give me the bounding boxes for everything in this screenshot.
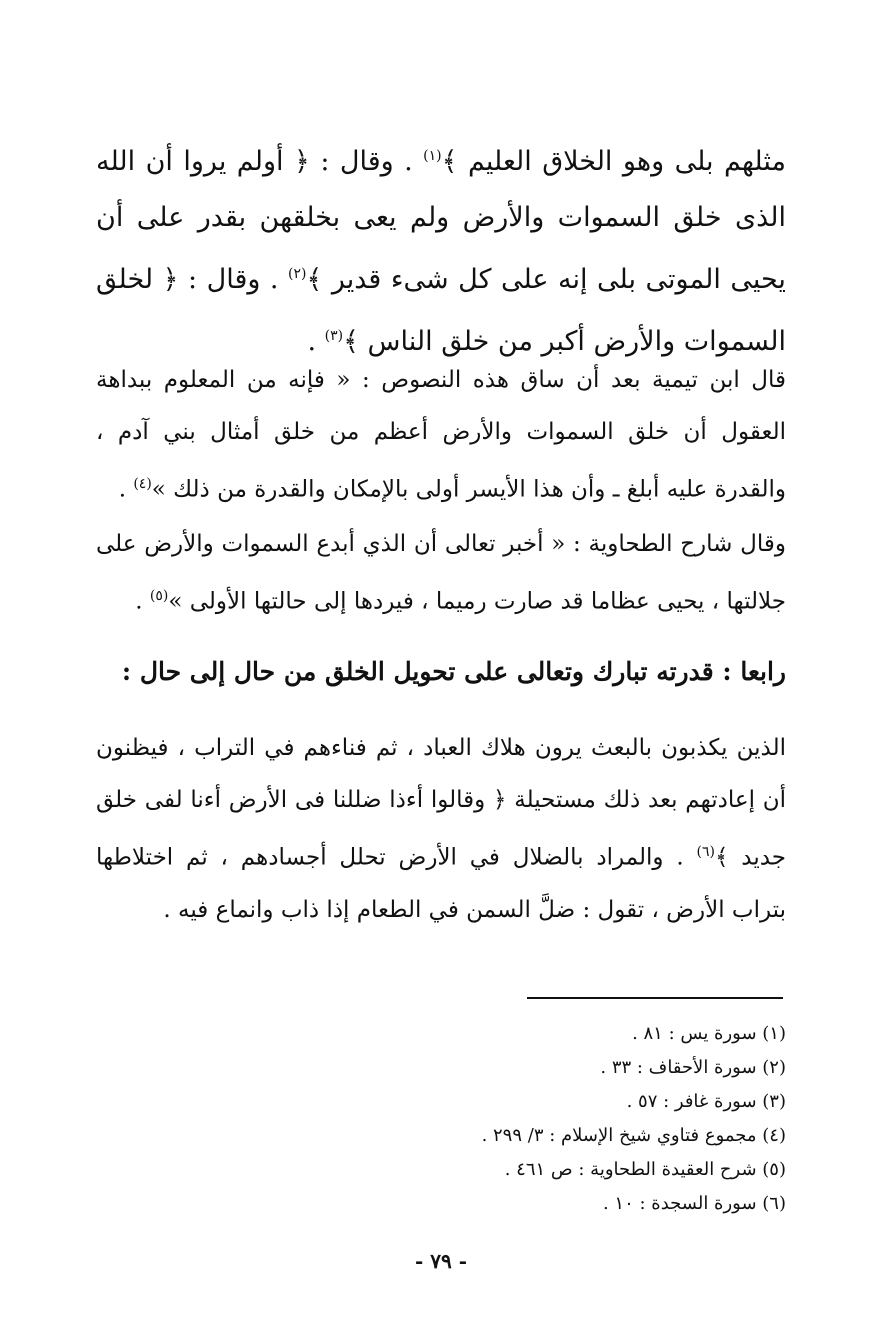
footnote-ref-2: (٢) — [288, 266, 307, 282]
paragraph-end: . — [135, 588, 143, 615]
footnote-item: (١) سورة يس : ٨١ . — [632, 1023, 786, 1044]
verse-1-tail: بلى وهو الخلاق العليم — [467, 146, 714, 177]
footnote-ref-1: (١) — [423, 148, 442, 164]
verse-2: أولم يروا أن الله الذى خلق السموات والأرض ولم يعى بخلقهن بقدر على أن يحيى الموتى بلى إنه على كل شىء قدير — [96, 146, 786, 295]
verse-open-mark: ﴿ — [493, 787, 507, 813]
said-label-2: . وقال : — [187, 264, 279, 295]
verse-close-mark: ﴾ — [343, 326, 359, 357]
footnote-ref-4: (٤) — [133, 476, 152, 492]
paragraph-resurrection — [96, 722, 786, 936]
paragraph-tahawiyya — [96, 518, 786, 628]
quran-passage — [96, 128, 786, 370]
passage-lead: مثلهم — [724, 146, 786, 177]
footnote-ref-6: (٦) — [696, 844, 715, 860]
footnote-item: (٢) سورة الأحقاف : ٣٣ . — [600, 1057, 786, 1078]
footnote-item: (٥) شرح العقيدة الطحاوية : ص ٤٦١ . — [504, 1159, 786, 1180]
footnote-item: (٤) مجموع فتاوي شيخ الإسلام : ٣/ ٢٩٩ . — [481, 1125, 786, 1146]
paragraph-end: . — [118, 476, 126, 503]
verse-sajda: وقالوا أءذا ضللنا فى الأرض أءنا لفى خلق جديد — [96, 787, 787, 871]
verse-close-mark: ﴾ — [441, 146, 458, 177]
footnote-ref-3: (٣) — [324, 328, 344, 344]
footnote-separator — [527, 997, 783, 999]
paragraph-text-after: . والمراد بالضلال في الأرض تحلل أجسادهم ، ثم اختلاطها بتراب الأرض ، تقول : ضلَّ السمن في الطعام إذا ذاب وانماع فيه . — [96, 844, 786, 923]
paragraph-text: قال ابن تيمية بعد أن ساق هذه النصوص : « فإنه من المعلوم ببداهة العقول أن خلق السموات والأرض أعظم من خلق أمثال بني آدم ، والقدرة عليه أبلغ ـ وأن هذا الأيسر أولى بالإمكان والقدرة من ذلك » — [96, 367, 786, 503]
paragraph-text-before: الذين يكذبون بالبعث يرون هلاك العباد ، ثم فناءهم في التراب ، فيظنون أن إعادتهم بعد ذلك مستحيلة — [96, 735, 787, 813]
verse-open-mark: ﴿ — [294, 146, 310, 177]
footnote-item: (٦) سورة السجدة : ١٠ . — [602, 1193, 786, 1214]
paragraph-ibn-taymiyya — [96, 354, 786, 516]
footnote-item: (٣) سورة غافر : ٥٧ . — [626, 1091, 786, 1112]
paragraph-text: وقال شارح الطحاوية : « أخبر تعالى أن الذي أبدع السموات والأرض على جلالتها ، يحيى عظاما قد صارت رميما ، فيردها إلى حالتها الأولى » — [96, 531, 786, 615]
verse-close-mark: ﴾ — [714, 844, 729, 871]
passage-end: . — [307, 326, 317, 357]
verse-close-mark: ﴾ — [306, 264, 323, 295]
footnote-ref-5: (٥) — [149, 588, 169, 604]
verse-3: لخلق السموات والأرض أكبر من خلق الناس — [96, 264, 786, 357]
section-heading: رابعا : قدرته تبارك وتعالى على تحويل الخلق من حال إلى حال : — [121, 657, 786, 686]
footnotes-list — [430, 1017, 786, 1221]
page-number: - ٧٩ - — [414, 1249, 467, 1273]
said-label-1: . وقال : — [320, 146, 413, 177]
verse-open-mark: ﴿ — [162, 264, 179, 295]
